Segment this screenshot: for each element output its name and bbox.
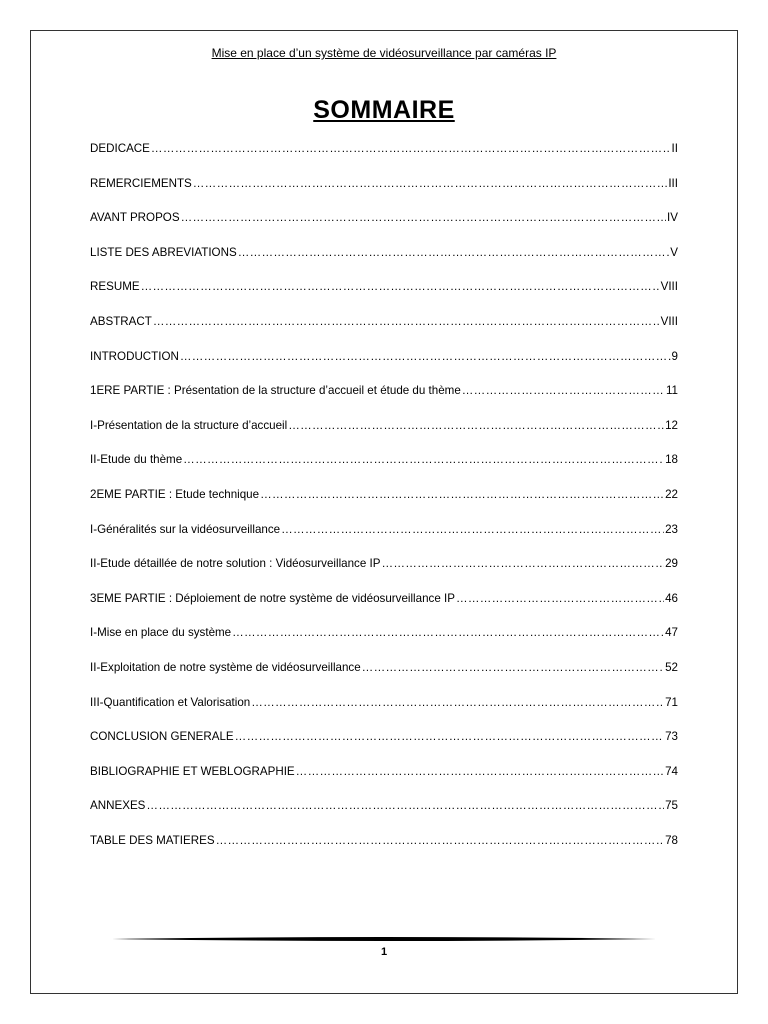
toc-entry-page: VIII	[660, 314, 678, 328]
toc-entry-label: 3EME PARTIE : Déploiement de notre système de vidéosurveillance IP	[90, 591, 455, 605]
toc-entry-label: I-Mise en place du système	[90, 626, 232, 640]
toc-entry-label: DEDICACE	[90, 142, 150, 155]
toc-entry-page: 47	[665, 626, 678, 640]
toc-entry-label: RESUME	[90, 280, 140, 294]
toc-leader-dots	[288, 419, 664, 432]
toc-entry-page: IV	[667, 211, 678, 225]
toc-entry-resume[interactable]	[90, 280, 678, 315]
toc-entry-label: LISTE DES ABREVIATIONS	[90, 245, 237, 259]
toc-leader-dots	[232, 626, 664, 639]
toc-entry-label: 2EME PARTIE : Etude technique	[90, 487, 260, 501]
toc-entry-page: 52	[665, 660, 678, 674]
toc-leader-dots	[238, 246, 670, 259]
toc-entry-label: AVANT PROPOS	[90, 211, 180, 225]
toc-entry-conclusion[interactable]	[90, 730, 678, 765]
toc-entry-page: 75	[665, 799, 678, 813]
toc-entry-partie-2[interactable]	[90, 488, 678, 523]
toc-entry-page: 23	[665, 522, 678, 536]
toc-entry-label: II-Etude du thème	[90, 453, 183, 467]
toc-entry-label: III-Quantification et Valorisation	[90, 695, 251, 709]
toc-entry-page: 71	[665, 695, 678, 709]
toc-entry-presentation-structure[interactable]	[90, 419, 678, 454]
toc-leader-dots	[153, 315, 660, 328]
toc-leader-dots	[193, 177, 668, 190]
toc-entry-page: V	[670, 245, 678, 259]
toc-leader-dots	[146, 799, 664, 812]
toc-entry-page: III	[668, 176, 678, 190]
toc-entry-label: CONCLUSION GENERALE	[90, 730, 234, 744]
toc-leader-dots	[281, 523, 664, 536]
toc-leader-dots	[381, 557, 664, 570]
toc-entry-label: INTRODUCTION	[90, 349, 179, 363]
toc-entry-etude-theme[interactable]	[90, 453, 678, 488]
toc-entry-generalites[interactable]	[90, 523, 678, 558]
toc-entry-page: 74	[665, 764, 678, 778]
toc-entry-partie-3[interactable]	[90, 592, 678, 627]
toc-entry-page: 73	[665, 730, 678, 744]
toc-entry-page: VIII	[660, 280, 678, 294]
running-header: Mise en place d’un système de vidéosurveillance par caméras IP	[211, 46, 557, 60]
page-title: SOMMAIRE	[313, 96, 455, 124]
toc-entry-label: BIBLIOGRAPHIE ET WEBLOGRAPHIE	[90, 764, 295, 778]
toc-entry-page: 29	[665, 557, 678, 571]
toc-leader-dots	[260, 488, 664, 501]
toc-entry-page: II	[671, 142, 678, 155]
toc-entry-etude-solution[interactable]	[90, 557, 678, 592]
toc-entry-page: 12	[665, 418, 678, 432]
toc-entry-page: 22	[665, 487, 678, 501]
toc-entry-page: 18	[665, 453, 678, 467]
toc-leader-dots	[151, 142, 671, 155]
toc-entry-avant-propos[interactable]	[90, 211, 678, 246]
toc-leader-dots	[235, 730, 664, 743]
toc-leader-dots	[180, 350, 671, 363]
toc-entry-quantification[interactable]	[90, 696, 678, 731]
toc-entry-partie-1[interactable]	[90, 384, 678, 419]
toc-entry-label: ANNEXES	[90, 799, 146, 813]
toc-entry-page: 46	[665, 591, 678, 605]
toc-leader-dots	[181, 211, 666, 224]
toc-entry-exploitation[interactable]	[90, 661, 678, 696]
toc-entry-page: 9	[671, 349, 678, 363]
toc-leader-dots	[216, 834, 665, 847]
footer-divider	[112, 936, 656, 942]
toc-entry-label: I-Généralités sur la vidéosurveillance	[90, 522, 281, 536]
toc-leader-dots	[456, 592, 664, 605]
toc-leader-dots	[462, 384, 665, 397]
toc-entry-abstract[interactable]	[90, 315, 678, 350]
toc-entry-page: 11	[665, 384, 678, 398]
toc-entry-label: ABSTRACT	[90, 314, 152, 328]
toc-entry-introduction[interactable]	[90, 350, 678, 385]
toc-entry-label: II-Exploitation de notre système de vidéosurveillance	[90, 660, 361, 674]
toc-entry-page: 78	[665, 833, 678, 847]
table-of-contents	[90, 142, 678, 868]
toc-entry-table-matieres[interactable]	[90, 834, 678, 869]
toc-leader-dots	[296, 765, 664, 778]
toc-entry-remerciements[interactable]	[90, 177, 678, 212]
toc-leader-dots	[362, 661, 664, 674]
page-number: 1	[380, 946, 388, 958]
toc-entry-dedicace[interactable]	[90, 142, 678, 177]
toc-entry-label: TABLE DES MATIERES	[90, 833, 215, 847]
toc-entry-annexes[interactable]	[90, 799, 678, 834]
toc-entry-label: 1ERE PARTIE : Présentation de la structure d’accueil et étude du thème	[90, 384, 461, 398]
toc-entry-label: II-Etude détaillée de notre solution : Vidéosurveillance IP	[90, 557, 381, 571]
toc-entry-mise-en-place[interactable]	[90, 626, 678, 661]
toc-leader-dots	[251, 696, 664, 709]
toc-leader-dots	[183, 453, 664, 466]
toc-entry-bibliographie[interactable]	[90, 765, 678, 800]
toc-entry-liste-abreviations[interactable]	[90, 246, 678, 281]
toc-leader-dots	[141, 280, 660, 293]
toc-entry-label: I-Présentation de la structure d’accueil	[90, 418, 288, 432]
toc-entry-label: REMERCIEMENTS	[90, 176, 192, 190]
